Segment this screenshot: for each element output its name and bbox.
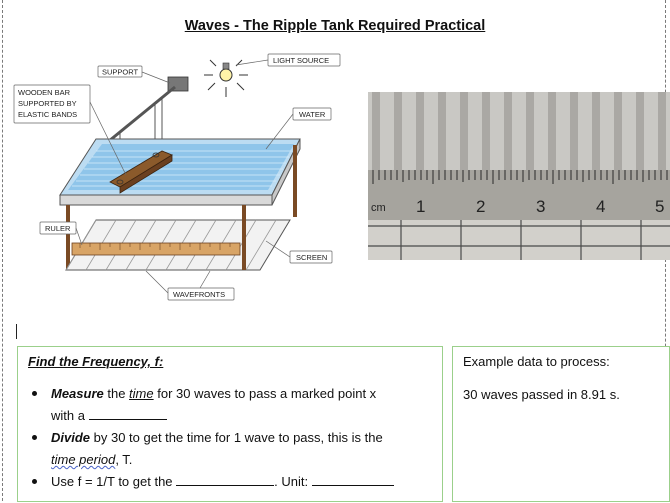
light-bulb-icon xyxy=(204,60,248,97)
blank-quantity[interactable] xyxy=(176,471,274,486)
svg-text:WATER: WATER xyxy=(299,110,326,119)
svg-text:ELASTIC BANDS: ELASTIC BANDS xyxy=(18,110,78,119)
ripple-tank-diagram xyxy=(10,45,350,310)
svg-text:LIGHT SOURCE: LIGHT SOURCE xyxy=(273,56,330,65)
svg-text:SUPPORT: SUPPORT xyxy=(102,67,139,77)
example-text: 30 waves passed in 8.91 s. xyxy=(463,387,620,402)
blank-unit[interactable] xyxy=(312,471,394,486)
svg-text:WAVEFRONTS: WAVEFRONTS xyxy=(173,290,226,299)
label-light-source xyxy=(236,54,340,66)
svg-text:WOODEN BAR: WOODEN BAR xyxy=(18,88,71,97)
step-divide: Divide by 30 to get the time for 1 wave to pass, this is the time period, T. xyxy=(28,427,432,471)
ruler-unit: cm xyxy=(371,202,386,214)
frequency-box xyxy=(17,346,443,502)
text-cursor xyxy=(16,324,17,339)
ruler-number-5: 5 xyxy=(655,197,665,216)
label-wavefronts xyxy=(146,271,234,300)
svg-text:SUPPORTED BY: SUPPORTED BY xyxy=(18,99,77,108)
label-support xyxy=(98,66,170,83)
step-use-formula: Use f = 1/T to get the . Unit: xyxy=(28,471,432,493)
example-title: Example data to process: xyxy=(463,354,610,369)
wave-fringes xyxy=(368,92,670,170)
blank-instrument[interactable] xyxy=(89,405,167,420)
step-measure: Measure the time for 30 waves to pass a marked point x with a xyxy=(28,383,432,427)
label-ruler xyxy=(40,222,82,245)
example-box xyxy=(452,346,670,502)
svg-text:SCREEN: SCREEN xyxy=(296,253,328,262)
frequency-heading: Find the Frequency, f: xyxy=(28,354,164,369)
ruler-number-4: 4 xyxy=(596,197,606,216)
svg-text:RULER: RULER xyxy=(45,224,71,233)
steps-list xyxy=(28,383,432,493)
ruler-number-1: 1 xyxy=(416,197,426,216)
ruler-photo xyxy=(368,92,670,260)
ruler-number-2: 2 xyxy=(476,197,486,216)
page-title: Waves - The Ripple Tank Required Practical xyxy=(184,18,486,34)
ruler-number-3: 3 xyxy=(536,197,546,216)
